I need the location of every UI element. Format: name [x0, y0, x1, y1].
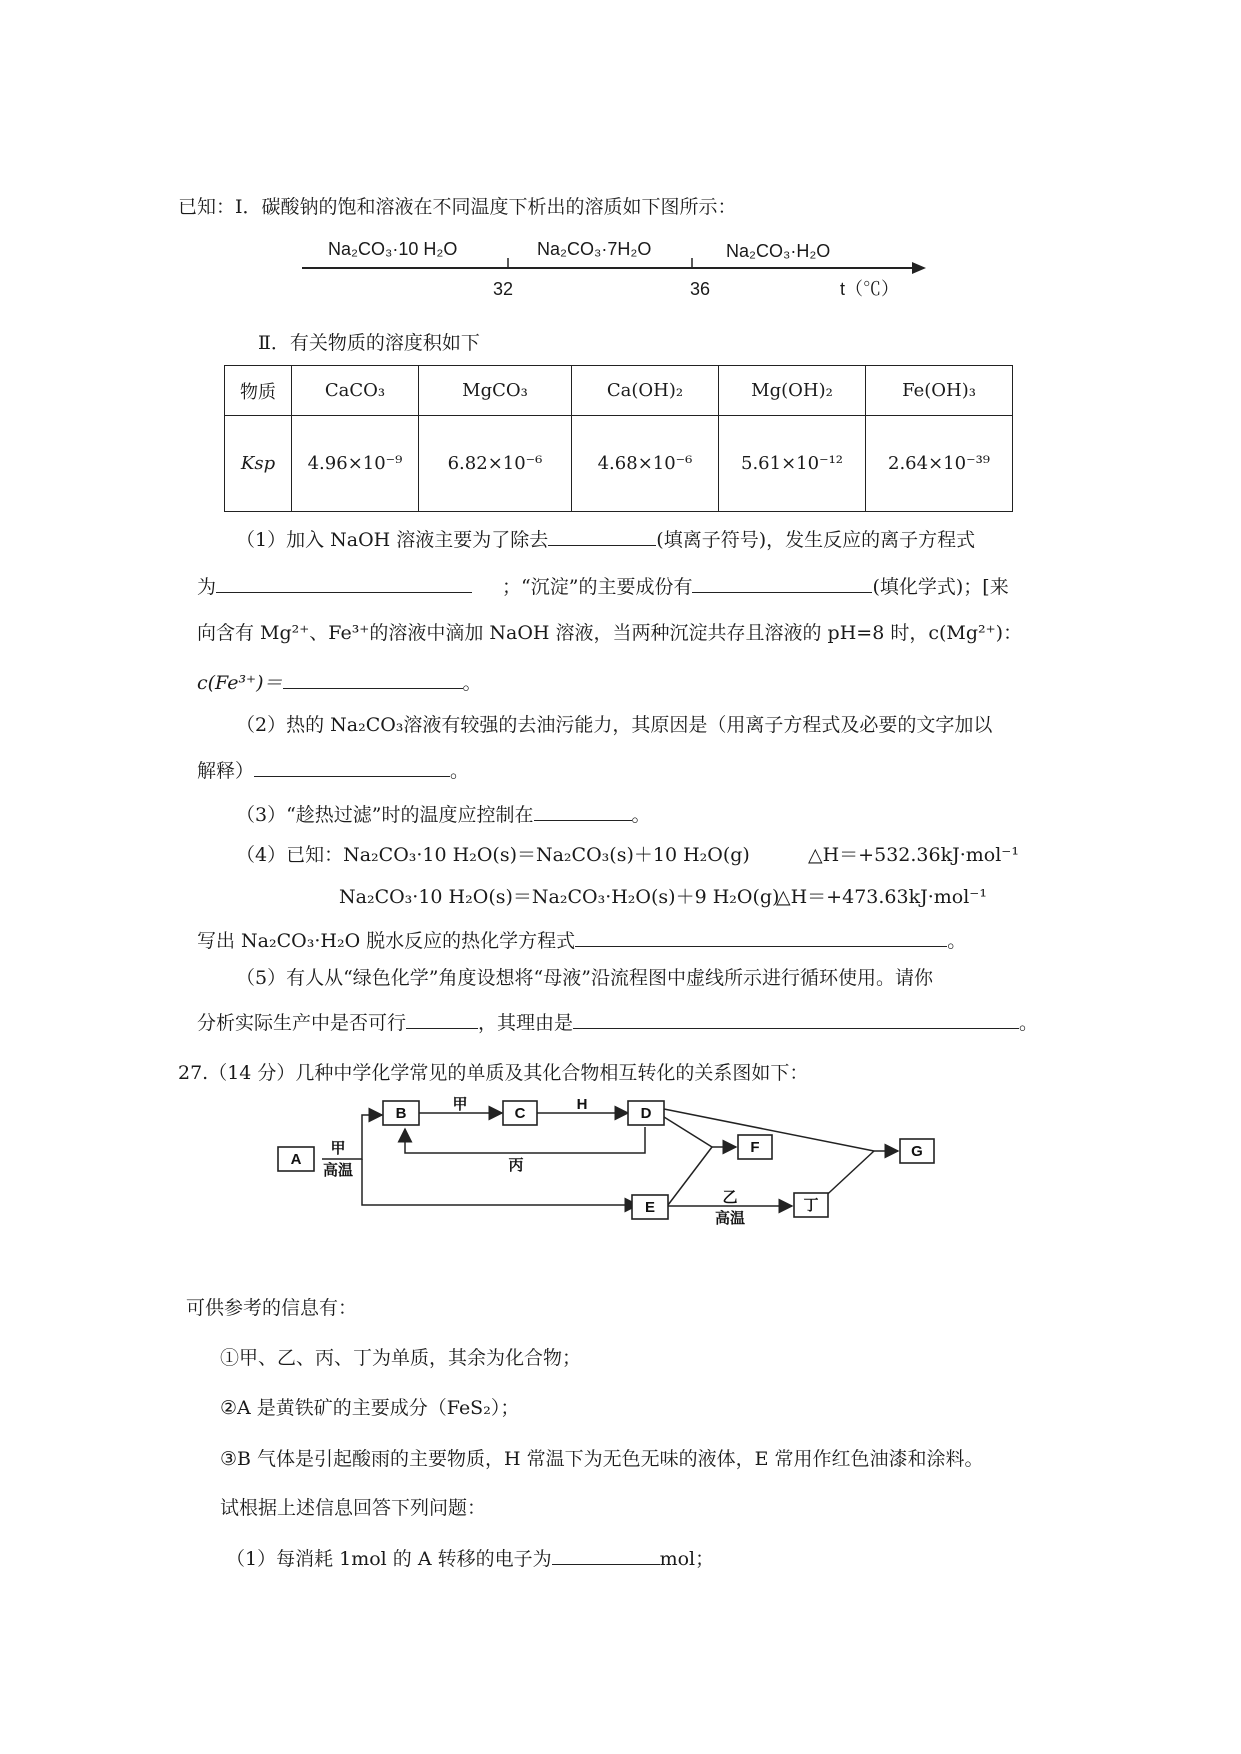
node-a: A [290, 1151, 302, 1168]
ksp-value: 4.96×10⁻⁹ [292, 416, 419, 512]
q5-line1: （5）有人从“绿色化学”角度设想将“母液”沿流程图中虚线所示进行循环使用。请你 [236, 967, 933, 989]
label-h: H [576, 1096, 588, 1113]
q3-text-a: （3）“趁热过滤”时的温度应控制在 [236, 804, 534, 826]
q1-text-c: 为 [197, 576, 217, 598]
node-f: F [750, 1139, 760, 1156]
node-c: C [514, 1105, 526, 1122]
q2-line2 [197, 756, 469, 784]
q3-text-b: 。 [631, 804, 651, 826]
q1-blank-ion[interactable] [548, 525, 656, 546]
q1-blank-equation[interactable] [216, 572, 472, 593]
node-b: B [395, 1105, 407, 1122]
axis-arrow-icon [912, 262, 926, 274]
ksp-header-label: 物质 [225, 366, 292, 416]
q2-text-b: 。 [450, 760, 470, 782]
ksp-value: 5.61×10⁻¹² [719, 416, 866, 512]
q1-text-d: ；“沉淀”的主要成份有 [502, 576, 693, 598]
axis-seg1: Na₂CO₃·10 H₂O [328, 239, 458, 259]
q5-blank-feasible[interactable] [406, 1008, 478, 1029]
ksp-row-label: Ksp [225, 416, 292, 512]
q1-line1 [236, 525, 975, 553]
q2-blank-explain[interactable] [254, 756, 450, 777]
q5-text-c: 。 [1019, 1012, 1039, 1034]
known-title: 已知：Ⅰ．碳酸钠的饱和溶液在不同温度下析出的溶质如下图所示： [178, 196, 737, 218]
ksp-substance: MgCO₃ [419, 366, 572, 416]
q5-line2 [197, 1008, 1038, 1036]
q4-text-b: 。 [947, 930, 967, 952]
ksp-value: 4.68×10⁻⁶ [572, 416, 719, 512]
q1-text-a: （1）加入 NaOH 溶液主要为了除去 [236, 529, 549, 551]
q5-text-b: ，其理由是 [478, 1012, 574, 1034]
q1-text-e: (填化学式)；[来 [872, 576, 1009, 598]
arrow-d-b [405, 1127, 645, 1153]
info-item-4: 试根据上述信息回答下列问题： [220, 1497, 487, 1519]
info-item-2: ②A 是黄铁矿的主要成分（FeS₂）； [220, 1397, 520, 1419]
q5-text-a: 分析实际生产中是否可行 [197, 1012, 407, 1034]
q27-1-line [226, 1544, 714, 1572]
axis-unit-label: t（℃） [840, 279, 900, 299]
info-item-1: ①甲、乙、丙、丁为单质，其余为化合物； [220, 1347, 582, 1369]
arrow-a-e [362, 1159, 638, 1205]
ksp-substance: Fe(OH)₃ [866, 366, 1013, 416]
q4-dh1: △H＝+532.36kJ·mol⁻¹ [808, 844, 1019, 866]
ksp-value: 2.64×10⁻³⁹ [866, 416, 1013, 512]
axis-tick-label-36: 36 [690, 279, 711, 299]
node-d: D [640, 1105, 652, 1122]
label-jia-1: 甲 [330, 1140, 346, 1157]
node-g: G [911, 1143, 923, 1160]
axis-tick-label-32: 32 [493, 279, 514, 299]
ksp-substance: Ca(OH)₂ [572, 366, 719, 416]
q4-dh2: △H＝+473.63kJ·mol⁻¹ [776, 886, 987, 908]
q3-line [236, 800, 651, 828]
q1-text-f: c(Fe³⁺)＝ [197, 672, 283, 694]
node-ding: 丁 [803, 1197, 819, 1214]
line-d-f [664, 1117, 712, 1147]
axis-seg2: Na₂CO₃·7H₂O [537, 239, 652, 259]
q1-line3: 向含有 Mg²⁺、Fe³⁺的溶液中滴加 NaOH 溶液，当两种沉淀共存且溶液的 pH=8 时，c(Mg²⁺)： [197, 622, 1023, 644]
label-yi: 乙 [722, 1189, 738, 1206]
q1-blank-ratio[interactable] [283, 668, 463, 689]
q4-blank-equation[interactable] [575, 926, 947, 947]
label-bing: 丙 [508, 1157, 524, 1174]
q4-eq2: Na₂CO₃·10 H₂O(s)＝Na₂CO₃·H₂O(s)＋9 H₂O(g) [339, 886, 780, 908]
q27-1-text-a: （1）每消耗 1mol 的 A 转移的电子为 [226, 1548, 552, 1570]
q27-1-blank-electrons[interactable] [552, 1544, 660, 1565]
flow-diagram [270, 1095, 970, 1235]
info-head: 可供参考的信息有： [186, 1297, 358, 1319]
q4-text-a: 写出 Na₂CO₃·H₂O 脱水反应的热化学方程式 [197, 930, 576, 952]
q1-text-b: (填离子符号)，发生反应的离子方程式 [656, 529, 976, 551]
ksp-table [224, 365, 1013, 512]
ksp-title: Ⅱ．有关物质的溶度积如下 [258, 332, 480, 354]
axis-seg3: Na₂CO₃·H₂O [726, 241, 831, 261]
ksp-substance: Mg(OH)₂ [719, 366, 866, 416]
q27-title: 27.（14 分）几种中学化学常见的单质及其化合物相互转化的关系图如下： [178, 1062, 809, 1084]
q27-1-text-b: mol； [659, 1548, 715, 1570]
q1-line4 [197, 668, 482, 696]
ksp-substance: CaCO₃ [292, 366, 419, 416]
line-e-f [668, 1147, 712, 1205]
q4-eq1: （4）已知：Na₂CO₃·10 H₂O(s)＝Na₂CO₃(s)＋10 H₂O(g) [236, 844, 750, 866]
label-jia-2: 甲 [452, 1096, 468, 1113]
q5-blank-reason[interactable] [573, 1008, 1019, 1029]
q1-blank-precipitate[interactable] [692, 572, 872, 593]
q2-text-a: 解释） [197, 760, 255, 782]
q3-blank-temp[interactable] [534, 800, 632, 821]
q1-line2 [197, 572, 1009, 600]
q4-line3 [197, 926, 966, 954]
node-e: E [644, 1199, 656, 1216]
label-gaowen-2: 高温 [714, 1210, 746, 1227]
label-gaowen-1: 高温 [322, 1162, 354, 1179]
ksp-value: 6.82×10⁻⁶ [419, 416, 572, 512]
info-item-3: ③B 气体是引起酸雨的主要物质，H 常温下为无色无味的液体，E 常用作红色油漆和涂料。 [220, 1448, 984, 1470]
q1-text-g: 。 [462, 672, 482, 694]
q2-line1: （2）热的 Na₂CO₃溶液有较强的去油污能力，其原因是（用离子方程式及必要的文字加以 [236, 714, 993, 736]
